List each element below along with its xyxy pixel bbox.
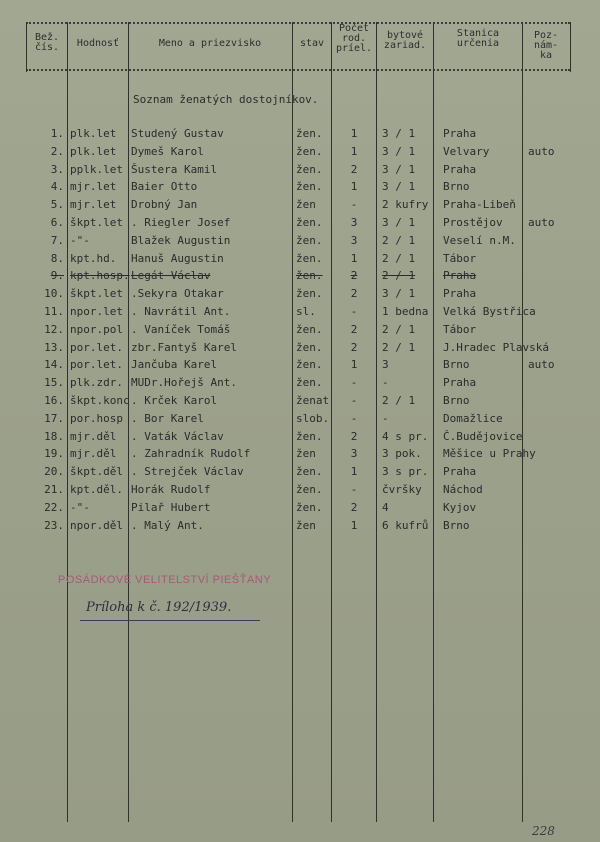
row-name: . Navrátil Ant. [131,305,231,318]
column-divider [331,22,332,822]
header-number: Bež. čís. [34,32,60,53]
row-family-count: 1 [350,180,358,194]
row-name: Jančuba Karel [131,358,218,372]
row-station: Kyjov [443,500,477,514]
row-name: Dymeš Karol [131,144,204,158]
row-family-count: 3 [350,216,358,229]
row-furniture: čvršky [382,483,422,496]
row-number: 17. [44,411,64,425]
row-status: žen. [296,465,323,479]
row-number: 18. [44,429,64,443]
row-rank: por.hosp [70,411,123,425]
row-rank: mjr.let [70,198,117,212]
row-family-count: 2 [350,340,358,354]
row-furniture: 1 bedna [382,305,429,318]
row-name: . Zahradník Rudolf [131,447,251,461]
row-furniture: 2 / 1 [382,233,416,247]
row-family-count: 1 [350,127,358,140]
row-furniture: 6 kufrů [382,518,429,532]
row-furniture: - [382,411,389,425]
header-furniture: bytové zariad. [383,30,427,51]
row-rank: por.let. [70,358,123,372]
row-status: žen. [296,180,323,194]
row-number: 16. [44,394,64,407]
row-rank: kpt.hosp. [70,269,130,283]
row-furniture: 2 / 1 [382,322,416,336]
row-status: žen. [296,144,323,158]
header-note: Poz- nám- ka [533,30,559,61]
row-name: . Bor Karel [131,411,204,425]
header-family-count: Počet rod. príel. [335,23,373,54]
row-family-count: 1 [350,465,358,479]
row-number: 21. [44,483,64,496]
row-rank: plk.let [70,144,117,158]
row-station: Veselí n.M. [443,233,516,247]
row-family-count: 1 [350,144,358,158]
row-family-count: 2 [350,429,358,443]
row-station: Tábor [443,322,477,336]
row-number: 6. [50,216,64,229]
row-station: Tábor [443,251,477,265]
row-furniture: 2 kufry [382,198,429,212]
row-family-count: - [350,411,358,425]
row-status: žen [296,198,316,212]
row-rank: škpt.let [70,287,123,301]
row-family-count: 2 [350,322,358,336]
row-number: 1. [50,127,64,140]
page-number: 228 [532,824,555,838]
row-family-count: - [350,198,358,212]
row-family-count: - [350,305,358,318]
column-divider [570,22,571,72]
row-station: Praha [443,127,477,140]
row-family-count: 1 [350,518,358,532]
row-status: žen [296,518,316,532]
row-status: žen. [296,162,323,176]
row-family-count: 1 [350,358,358,372]
row-number: 22. [44,500,64,514]
row-station: Praha-Libeň [443,198,516,212]
row-name: . Riegler Josef [131,216,231,229]
row-furniture: 3 [382,358,389,372]
row-name: Šustera Kamil [131,162,218,176]
row-number: 8. [50,251,64,265]
row-name: . Vaták Václav [131,429,224,443]
row-furniture: 4 s pr. [382,429,429,443]
row-family-count: - [350,394,358,407]
row-rank: mjr.děl [70,447,117,461]
row-rank: por.let. [70,340,123,354]
row-furniture: 3 / 1 [382,287,416,301]
row-furniture: 2 / 1 [382,269,416,283]
row-status: žen. [296,322,323,336]
row-furniture: - [382,376,389,390]
row-name: . Vaníček Tomáš [131,322,231,336]
header-station: Stanica určenia [456,28,500,49]
column-divider [433,22,434,822]
header-bottom-rule [26,69,570,71]
row-furniture: 3 / 1 [382,127,416,140]
row-number: 2. [50,144,64,158]
row-number: 20. [44,465,64,479]
row-family-count: - [350,376,358,390]
row-name: Legát Václav [131,269,211,283]
row-furniture: 4 [382,500,389,514]
row-furniture: 2 / 1 [382,251,416,265]
row-rank: plk.zdr. [70,376,123,390]
row-status: žen. [296,429,323,443]
header-top-rule [26,22,570,24]
row-furniture: 3 s pr. [382,465,429,479]
row-name: . Strejček Václav [131,465,244,479]
row-note: auto [528,358,555,372]
row-name: . Malý Ant. [131,518,204,532]
row-station: Velká Bystřica [443,305,536,318]
row-name: .Sekyra Otakar [131,287,224,301]
row-family-count: 3 [350,447,358,461]
list-caption: Soznam ženatých dostojníkov. [133,93,319,106]
row-family-count: 2 [350,162,358,176]
row-status: slob. [296,411,330,425]
row-status: žen. [296,233,323,247]
row-status: žen. [296,483,323,496]
row-family-count: 2 [350,500,358,514]
row-status: žen. [296,251,323,265]
row-rank: kpt.hd. [70,251,117,265]
row-rank: -"- [70,233,90,247]
row-name: MUDr.Hořejš Ant. [131,376,237,390]
column-divider [67,22,68,822]
row-note: auto [528,144,555,158]
row-rank: plk.let [70,127,117,140]
row-station: Praha [443,269,477,283]
row-number: 9. [50,269,64,283]
row-name: Baier Otto [131,180,198,194]
row-rank: mjr.let [70,180,117,194]
row-station: Praha [443,287,477,301]
row-furniture: 3 pok. [382,447,422,461]
row-rank: škpt.let [70,216,123,229]
garrison-stamp: POSÁDKOVÉ VELITELSTVÍ PIEŠŤANY [58,574,272,586]
row-station: Praha [443,465,477,479]
row-number: 23. [44,518,64,532]
row-station: Domažlice [443,411,503,425]
row-status: žen. [296,500,323,514]
row-name: Horák Rudolf [131,483,211,496]
row-station: Prostějov [443,216,503,229]
row-rank: -"- [70,500,90,514]
row-status: žen. [296,287,323,301]
row-name: Blažek Augustin [131,233,231,247]
row-status: žen [296,447,316,461]
row-family-count: 2 [350,287,358,301]
row-name: . Krček Karol [131,394,218,407]
row-furniture: 3 / 1 [382,180,416,194]
row-status: sl. [296,305,316,318]
header-name: Meno a priezvisko [158,38,262,49]
row-rank: mjr.děl [70,429,117,443]
header-status: stav [299,38,325,49]
attachment-note: Príloha k č. 192/1939. [86,600,232,615]
row-station: Brno [443,180,470,194]
row-station: Brno [443,358,470,372]
row-family-count: 2 [350,269,358,283]
row-name: Drobný Jan [131,198,198,212]
row-status: žen. [296,127,323,140]
row-station: Praha [443,162,477,176]
row-number: 5. [50,198,64,212]
row-rank: kpt.děl. [70,483,123,496]
row-status: žen. [296,376,323,390]
row-rank: npor.děl [70,518,123,532]
row-note: auto [528,216,555,229]
header-rank: Hodnosť [76,38,120,49]
row-status: žen. [296,269,323,283]
row-station: Praha [443,376,477,390]
row-family-count: - [350,483,358,496]
row-number: 3. [50,162,64,176]
row-furniture: 3 / 1 [382,162,416,176]
row-station: Měšice u Prahy [443,447,536,461]
row-number: 10. [44,287,64,301]
row-furniture: 3 / 1 [382,144,416,158]
row-name: zbr.Fantyš Karel [131,340,237,354]
row-furniture: 2 / 1 [382,340,416,354]
row-number: 19. [44,447,64,461]
row-station: Náchod [443,483,483,496]
row-rank: škpt.konc [70,394,130,407]
row-rank: npor.pol [70,322,123,336]
row-status: ženat [296,394,330,407]
row-status: žen. [296,216,323,229]
row-number: 7. [50,233,64,247]
row-furniture: 3 / 1 [382,216,416,229]
row-station: Č.Budějovice [443,429,523,443]
row-station: J.Hradec Plavská [443,340,549,354]
row-furniture: 2 / 1 [382,394,416,407]
row-name: Pilař Hubert [131,500,211,514]
row-number: 12. [44,322,64,336]
row-name: Hanuš Augustin [131,251,224,265]
row-rank: npor.let [70,305,123,318]
row-status: žen. [296,340,323,354]
column-divider [376,22,377,822]
row-station: Velvary [443,144,490,158]
signature-underline [80,620,260,621]
row-number: 11. [44,305,64,318]
row-number: 14. [44,358,64,372]
column-divider [292,22,293,822]
row-number: 13. [44,340,64,354]
row-number: 15. [44,376,64,390]
row-status: žen. [296,358,323,372]
column-divider [128,22,129,822]
row-rank: škpt.děl [70,465,123,479]
row-station: Brno [443,394,470,407]
row-name: Studený Gustav [131,127,224,140]
row-station: Brno [443,518,470,532]
row-rank: pplk.let [70,162,123,176]
row-family-count: 3 [350,233,358,247]
row-number: 4. [50,180,64,194]
column-divider [26,22,27,72]
row-family-count: 1 [350,251,358,265]
